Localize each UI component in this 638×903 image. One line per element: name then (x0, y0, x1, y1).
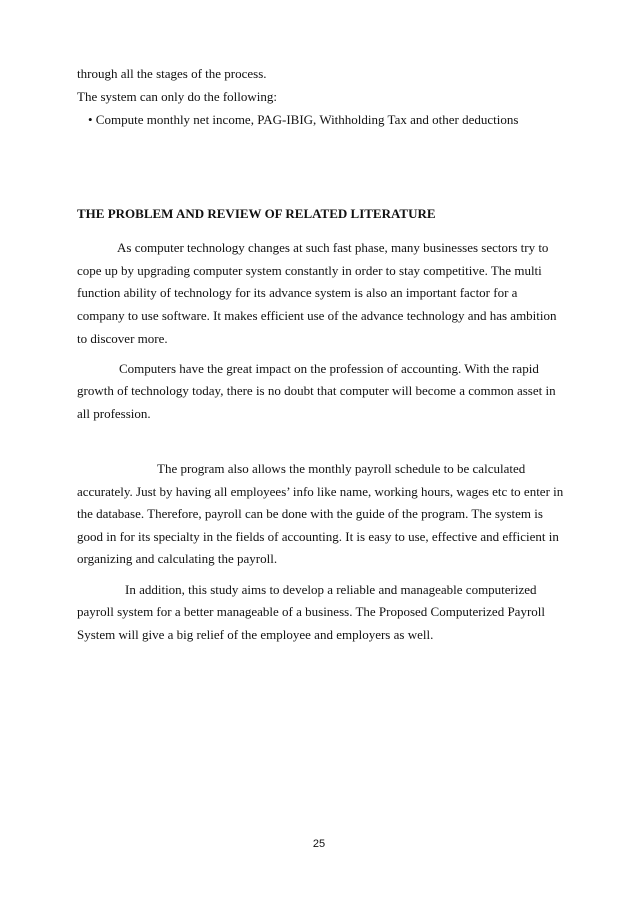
paragraph-line: growth of technology today, there is no doubt that computer will become a common asset in (77, 383, 556, 398)
page-number: 25 (312, 838, 326, 850)
paragraph-line: accurately. Just by having all employees’ info like name, working hours, wages etc to enter in (77, 484, 564, 499)
paragraph-line: all profession. (77, 406, 151, 421)
paragraph-line: function ability of technology for its advance system is also an important factor for a (77, 285, 518, 300)
paragraph-line: The program also allows the monthly payroll schedule to be calculated (157, 461, 526, 476)
section-heading: THE PROBLEM AND REVIEW OF RELATED LITERATURE (77, 206, 436, 221)
paragraph-line: good in for its specialty in the fields of accounting. It is easy to use, effective and efficient in (77, 529, 559, 544)
paragraph-line: System will give a big relief of the employee and employers as well. (77, 627, 434, 642)
bullet-item: • Compute monthly net income, PAG-IBIG, Withholding Tax and other deductions (88, 112, 519, 127)
paragraph-line: organizing and calculating the payroll. (77, 551, 278, 566)
paragraph-line: the database. Therefore, payroll can be done with the guide of the program. The system is (77, 506, 543, 521)
paragraph-line: Computers have the great impact on the profession of accounting. With the rapid (119, 361, 539, 376)
paragraph-line: company to use software. It makes efficient use of the advance technology and has ambition (77, 308, 557, 323)
paragraph-line: In addition, this study aims to develop a reliable and manageable computerized (125, 582, 537, 597)
intro-line: The system can only do the following: (77, 89, 278, 104)
paragraph-line: cope up by upgrading computer system constantly in order to stay competitive. The multi (77, 263, 542, 278)
paragraph-line: to discover more. (77, 331, 168, 346)
paragraph-line: As computer technology changes at such fast phase, many businesses sectors try to (117, 240, 549, 255)
paragraph-line: payroll system for a better manageable of a business. The Proposed Computerized Payroll (77, 604, 545, 619)
intro-line: through all the stages of the process. (77, 66, 267, 81)
